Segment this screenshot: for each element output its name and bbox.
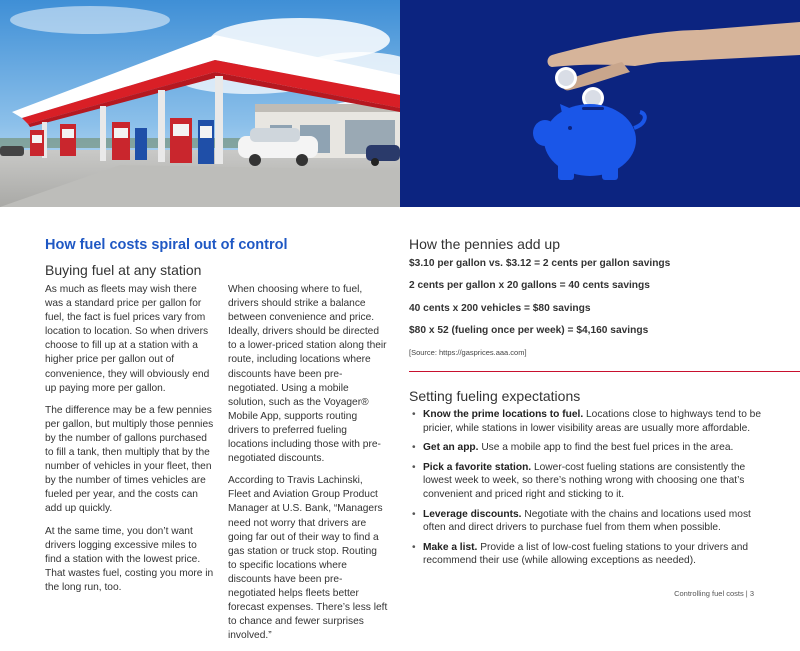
pennies-heading: How the pennies add up bbox=[409, 236, 560, 252]
article-heading: How fuel costs spiral out of control bbox=[45, 237, 288, 253]
calc-line: 40 cents x 200 vehicles = $80 savings bbox=[409, 303, 591, 314]
piggy-bank-illustration bbox=[400, 0, 800, 207]
bullet-icon: • bbox=[412, 461, 416, 473]
paragraph: As much as fleets may wish there was a standard price per gallon for fuel, the fact is fuel prices vary from location to location. So when drivers choose to fill up at a station with a higher price per gallon out of convenience, they will obviously end up paying more per gallon. bbox=[45, 284, 210, 394]
page-footer: Controlling fuel costs | 3 bbox=[674, 589, 754, 598]
paragraph: At the same time, you don’t want drivers logging excessive miles to find a station with the lowest price. That wastes fuel, costing you more in the long run, too. bbox=[45, 525, 214, 593]
bullet-icon: • bbox=[412, 508, 416, 520]
gas-station-photo bbox=[0, 0, 400, 207]
paragraph: When choosing where to fuel, drivers should strike a balance between convenience and price. Ideally, drivers should be directed to a lower-priced station along their route, including locations where discounts have been pre-negotiated. Using a mobile solution, such as the Voyager® Mobile App, supports routing drivers to preferred fueling locations including those with pre-negotiated discounts. bbox=[228, 284, 387, 465]
list-item: • Know the prime locations to fuel. Locations close to highways tend to be pricier, while stations in lower visibility areas are usually more affordable. bbox=[412, 409, 762, 434]
list-item: • Make a list. Provide a list of low-cost fueling stations to your drivers and recommend their use (while allowing exceptions as needed). bbox=[412, 541, 749, 567]
list-item: • Get an app. Use a mobile app to find the best fuel prices in the area. bbox=[412, 442, 734, 454]
article-column-2 bbox=[228, 283, 388, 651]
list-item: • Leverage discounts. Negotiate with the chains and locations used most often and direct drivers to purchase fuel from them when possible. bbox=[412, 508, 751, 534]
bullet-icon: • bbox=[412, 409, 416, 420]
bullet-icon: • bbox=[412, 541, 416, 553]
paragraph: According to Travis Lachinski, Fleet and Aviation Group Product Manager at U.S. Bank, “Managers need not worry that drivers are going far out of their way to find a gas station or truck stop. Routing to specific locations where discounts have been pre-negotiated helps fleets better forecast expenses. There’s less left to chance and fewer surprises involved.” bbox=[228, 475, 388, 642]
article-column-1 bbox=[45, 283, 215, 603]
calc-line: 2 cents per gallon x 20 gallons = 40 cents savings bbox=[409, 280, 650, 291]
calc-line: $3.10 per gallon vs. $3.12 = 2 cents per gallon savings bbox=[409, 258, 671, 269]
section-divider bbox=[409, 371, 800, 372]
expectations-heading: Setting fueling expectations bbox=[409, 388, 581, 404]
calc-line: $80 x 52 (fueling once per week) = $4,160 savings bbox=[409, 325, 649, 336]
article-subheading: Buying fuel at any station bbox=[45, 262, 202, 278]
source-note: [Source: https://gasprices.aaa.com] bbox=[409, 348, 527, 357]
list-item: • Pick a favorite station. Lower-cost fueling stations are consistently the lowest week to week, so there’s nothing wrong with choosing one that’s convenient and priced right and sticking to it. bbox=[412, 461, 746, 500]
paragraph: The difference may be a few pennies per gallon, but multiply those pennies by the number of gallons purchased to fill a tank, then multiply that by the number of vehicles in your fleet, then by the number of times vehicles are fueled per year, and the costs can add up quickly. bbox=[45, 404, 214, 515]
expectations-list bbox=[412, 408, 762, 574]
bullet-icon: • bbox=[412, 442, 416, 454]
